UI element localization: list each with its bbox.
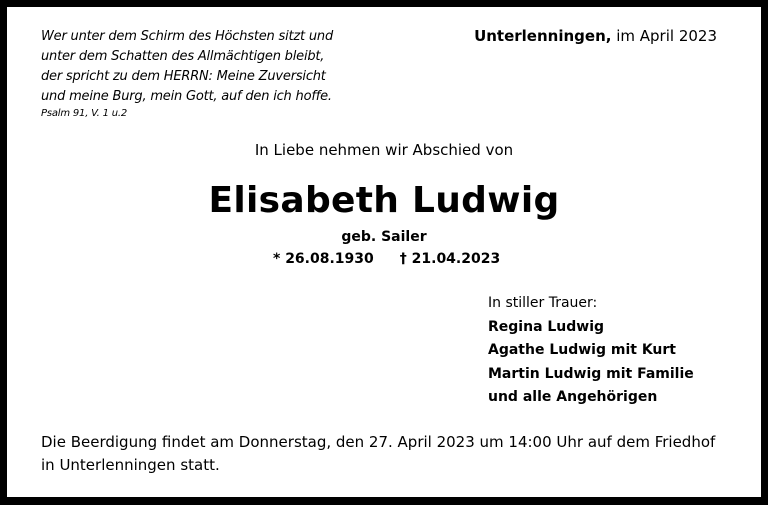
deceased-name: Elisabeth Ludwig [208, 180, 560, 221]
psalm-line: der spricht zu dem HERRN: Meine Zuversicht [41, 69, 326, 84]
life-dates [273, 251, 500, 267]
mourner-name: Martin Ludwig mit Familie [488, 365, 694, 382]
psalm-quote [41, 27, 371, 121]
maiden-name: geb. Sailer [341, 229, 427, 245]
place-name: Unterlenningen, [474, 27, 612, 45]
funeral-notice [41, 431, 741, 477]
birth-date: * 26.08.1930 [273, 251, 374, 267]
death-date: † 21.04.2023 [399, 251, 501, 267]
mourners-heading: In stiller Trauer: [488, 295, 598, 311]
mourner-name: Agathe Ludwig mit Kurt [488, 342, 676, 358]
mourner-name: Regina Ludwig [488, 318, 605, 335]
obituary-card [7, 7, 761, 497]
psalm-line: unter dem Schatten des Allmächtigen bleibt, [41, 49, 325, 64]
funeral-line: in Unterlenningen statt. [41, 456, 220, 474]
psalm-line: Wer unter dem Schirm des Höchsten sitzt und [41, 29, 333, 44]
intro-text: In Liebe nehmen wir Abschied von [254, 141, 514, 159]
mourner-name: und alle Angehörigen [488, 389, 658, 405]
psalm-line: und meine Burg, mein Gott, auf den ich hoffe. [41, 89, 332, 104]
mourners-list [488, 292, 694, 410]
date-text: im April 2023 [611, 27, 717, 45]
psalm-reference: Psalm 91, V. 1 u.2 [41, 108, 128, 119]
place-date [474, 27, 717, 45]
funeral-line: Die Beerdigung findet am Donnerstag, den 27. April 2023 um 14:00 Uhr auf dem Friedhof [41, 433, 716, 451]
